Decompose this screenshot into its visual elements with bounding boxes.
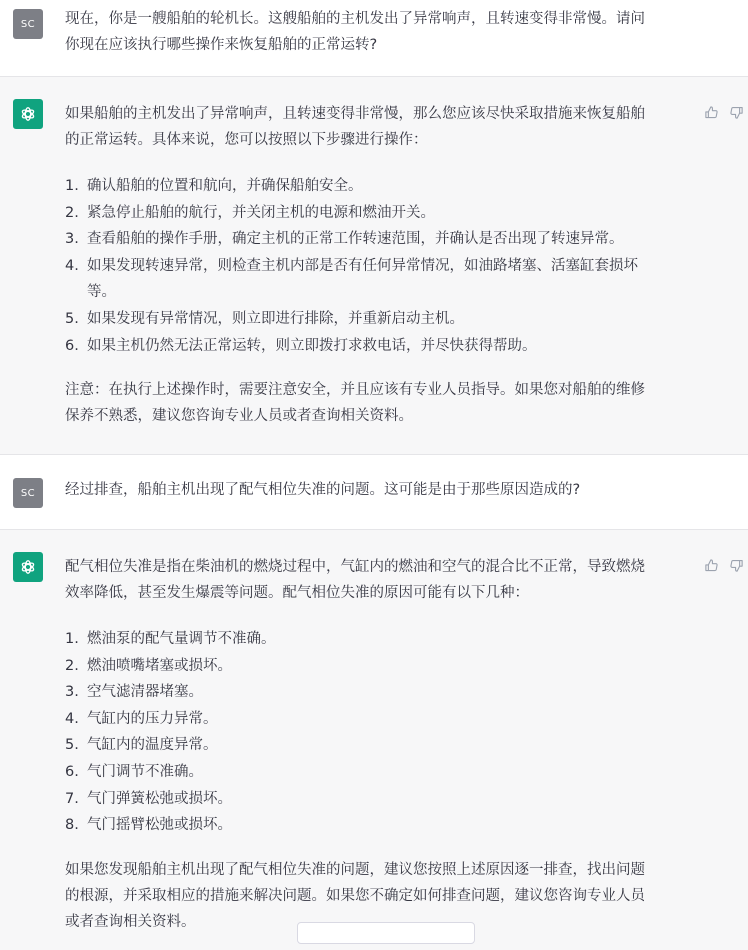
assistant-message-1 xyxy=(0,77,748,454)
user-message-2 xyxy=(0,455,748,529)
list-item: 3. 查看船舶的操作手册，确定主机的正常工作转速范围，并确认是否出现了转速异常。 xyxy=(65,231,624,248)
user-avatar xyxy=(13,9,43,39)
message-line: 注意：在执行上述操作时，需要注意安全，并且应该有专业人员指导。如果您对船舶的维修 xyxy=(65,382,645,399)
regenerate-button[interactable] xyxy=(297,922,475,944)
user-message-1 xyxy=(0,0,748,76)
message-line: 的正常运转。具体来说，您可以按照以下步骤进行操作： xyxy=(65,132,428,148)
user-avatar-label: SC xyxy=(20,18,36,30)
assistant-message-text xyxy=(65,101,680,429)
list-item: 6. 如果主机仍然无法正常运转，则立即拨打求救电话，并尽快获得帮助。 xyxy=(65,337,537,354)
assistant-avatar xyxy=(13,99,43,129)
message-line: 你现在应该执行哪些操作来恢复船舶的正常运转? xyxy=(65,37,378,53)
message-line: 现在，你是一艘船舶的轮机长。这艘船舶的主机发出了异常响声，且转速变得非常慢。请问 xyxy=(65,11,645,27)
feedback-buttons xyxy=(704,558,744,573)
list-item: 1. 燃油泵的配气量调节不准确。 xyxy=(65,631,276,647)
user-message-text xyxy=(65,6,680,58)
thumbs-up-icon[interactable] xyxy=(704,558,719,573)
message-line: 或者查询相关资料。 xyxy=(65,913,196,930)
list-item: 3. 空气滤清器堵塞。 xyxy=(65,684,203,701)
feedback-buttons xyxy=(704,105,744,120)
causes-list xyxy=(65,626,680,839)
user-avatar-label: SC xyxy=(20,487,36,499)
steps-list xyxy=(65,173,680,359)
message-line: 如果船舶的主机发出了异常响声，且转速变得非常慢，那么您应该尽快采取措施来恢复船舶 xyxy=(65,106,645,122)
thumbs-down-icon[interactable] xyxy=(729,558,744,573)
list-item: 5. 气缸内的温度异常。 xyxy=(65,737,218,754)
list-item: 6. 气门调节不准确。 xyxy=(65,763,203,780)
assistant-message-2 xyxy=(0,530,748,950)
list-item: 8. 气门摇臂松弛或损坏。 xyxy=(65,817,232,834)
thumbs-down-icon[interactable] xyxy=(729,105,744,120)
list-item: 5. 如果发现有异常情况，则立即进行排除，并重新启动主机。 xyxy=(65,310,464,327)
message-line: 配气相位失准是指在柴油机的燃烧过程中，气缸内的燃油和空气的混合比不正常，导致燃烧 xyxy=(65,559,645,575)
list-item: 4. 气缸内的压力异常。 xyxy=(65,710,218,727)
list-item: 7. 气门弹簧松弛或损坏。 xyxy=(65,790,232,807)
message-line: 效率降低，甚至发生爆震等问题。配气相位失准的原因可能有以下几种： xyxy=(65,585,529,601)
message-line: 保养不熟悉，建议您咨询专业人员或者查询相关资料。 xyxy=(65,408,413,425)
message-line: 如果您发现船舶主机出现了配气相位失准的问题，建议您按照上述原因逐一排查，找出问题 xyxy=(65,861,645,878)
assistant-message-text xyxy=(65,554,680,935)
openai-logo-icon xyxy=(18,557,38,577)
list-item: 1. 确认船舶的位置和航向，并确保船舶安全。 xyxy=(65,178,363,194)
openai-logo-icon xyxy=(18,104,38,124)
assistant-avatar xyxy=(13,552,43,582)
message-line: 经过排查，船舶主机出现了配气相位失准的问题。这可能是由于那些原因造成的? xyxy=(65,482,581,498)
list-item: 4. 如果发现转速异常，则检查主机内部是否有任何异常情况，如油路堵塞、活塞缸套损坏 等。 xyxy=(65,257,638,301)
user-avatar xyxy=(13,478,43,508)
list-item: 2. 紧急停止船舶的航行，并关闭主机的电源和燃油开关。 xyxy=(65,204,435,221)
list-item: 2. 燃油喷嘴堵塞或损坏。 xyxy=(65,657,232,674)
message-line: 的根源，并采取相应的措施来解决问题。如果您不确定如何排查问题，建议您咨询专业人员 xyxy=(65,887,645,904)
user-message-text xyxy=(65,477,680,503)
thumbs-up-icon[interactable] xyxy=(704,105,719,120)
note-paragraph xyxy=(65,377,680,429)
